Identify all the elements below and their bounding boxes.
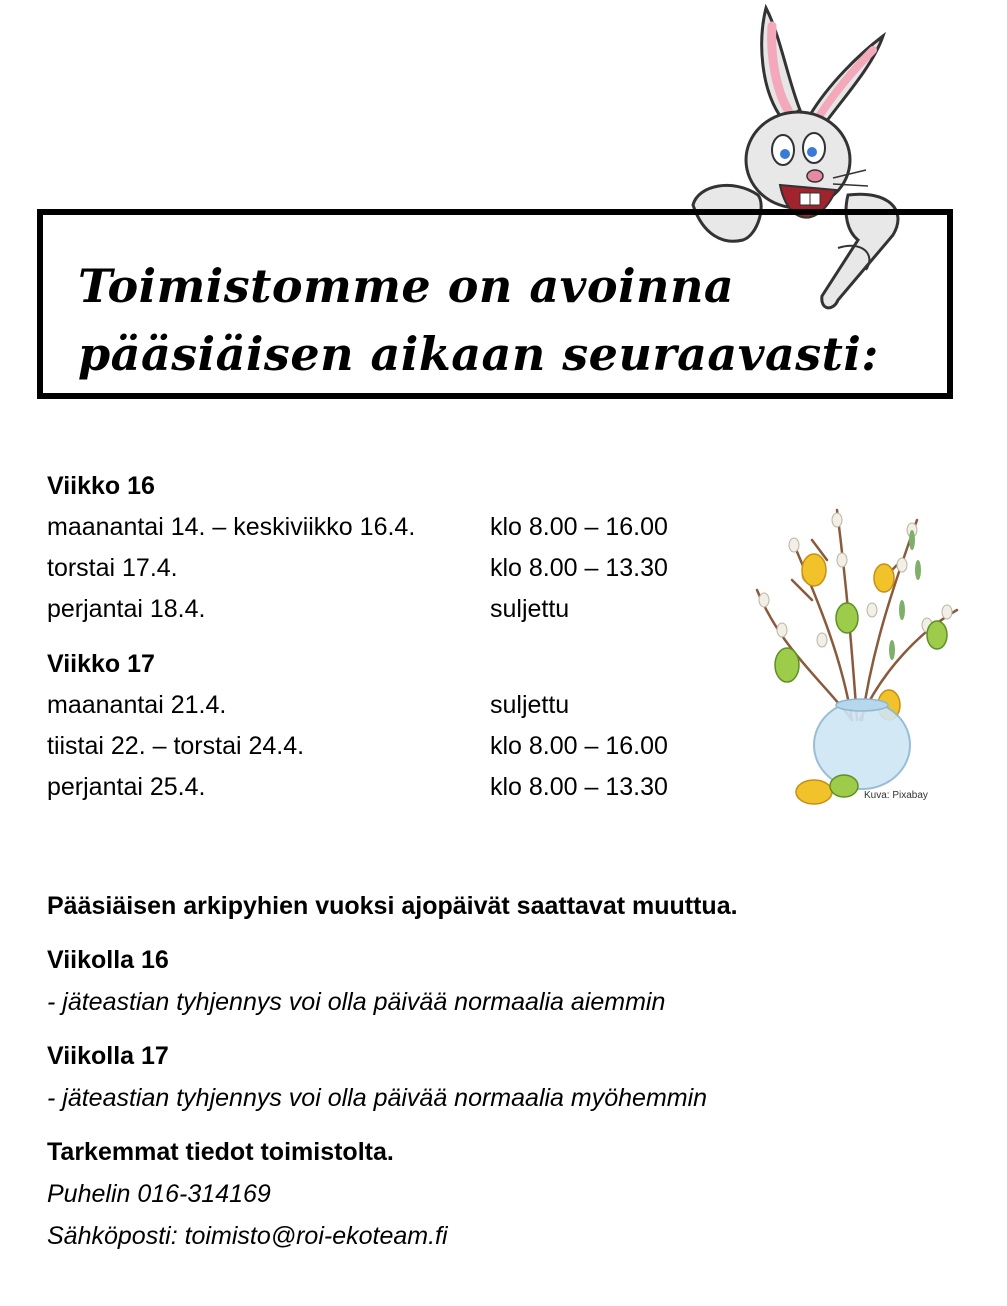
title-line-1: Toimistomme on avoinna [78,259,735,313]
schedule-day: maanantai 21.4. [47,691,227,719]
title-line-2: pääsiäisen aikaan seuraavasti: [78,327,879,381]
schedule-row [47,726,747,767]
schedule-day: torstai 17.4. [47,554,178,582]
schedule-row [47,548,747,589]
schedule-row [47,507,747,548]
notes-intro: Pääsiäisen arkipyhien vuoksi ajopäivät saattavat muuttua. [47,892,738,920]
week-17-heading: Viikko 17 [47,650,155,678]
schedule-row [47,589,747,630]
schedule-time: klo 8.00 – 16.00 [490,732,668,760]
contact-email: Sähköposti: toimisto@roi-ekoteam.fi [47,1222,448,1250]
notes-week-17-heading: Viikolla 17 [47,1042,169,1070]
schedule-day: perjantai 18.4. [47,595,206,623]
schedule-row [47,767,747,808]
notes-section [47,885,967,1257]
image-credit: Kuva: Pixabay [864,790,928,801]
notes-week-16-heading: Viikolla 16 [47,946,169,974]
schedule-time: suljettu [490,691,570,719]
schedule-row [47,685,747,726]
schedule-time: klo 8.00 – 13.30 [490,773,668,801]
schedule-day: tiistai 22. – torstai 24.4. [47,732,305,760]
page-title [78,252,908,388]
notes-week-17-text: - jäteastian tyhjennys voi olla päivää normaalia myöhemmin [47,1084,708,1112]
schedule-time: klo 8.00 – 16.00 [490,513,668,541]
opening-hours [47,466,747,808]
week-16-heading: Viikko 16 [47,472,155,500]
notes-week-16-text: - jäteastian tyhjennys voi olla päivää normaalia aiemmin [47,988,666,1016]
easter-bouquet-illustration [752,500,964,810]
more-info: Tarkemmat tiedot toimistolta. [47,1138,394,1166]
schedule-day: perjantai 25.4. [47,773,206,801]
schedule-time: suljettu [490,595,570,623]
schedule-time: klo 8.00 – 13.30 [490,554,668,582]
contact-phone: Puhelin 016-314169 [47,1180,271,1208]
schedule-day: maanantai 14. – keskiviikko 16.4. [47,513,416,541]
